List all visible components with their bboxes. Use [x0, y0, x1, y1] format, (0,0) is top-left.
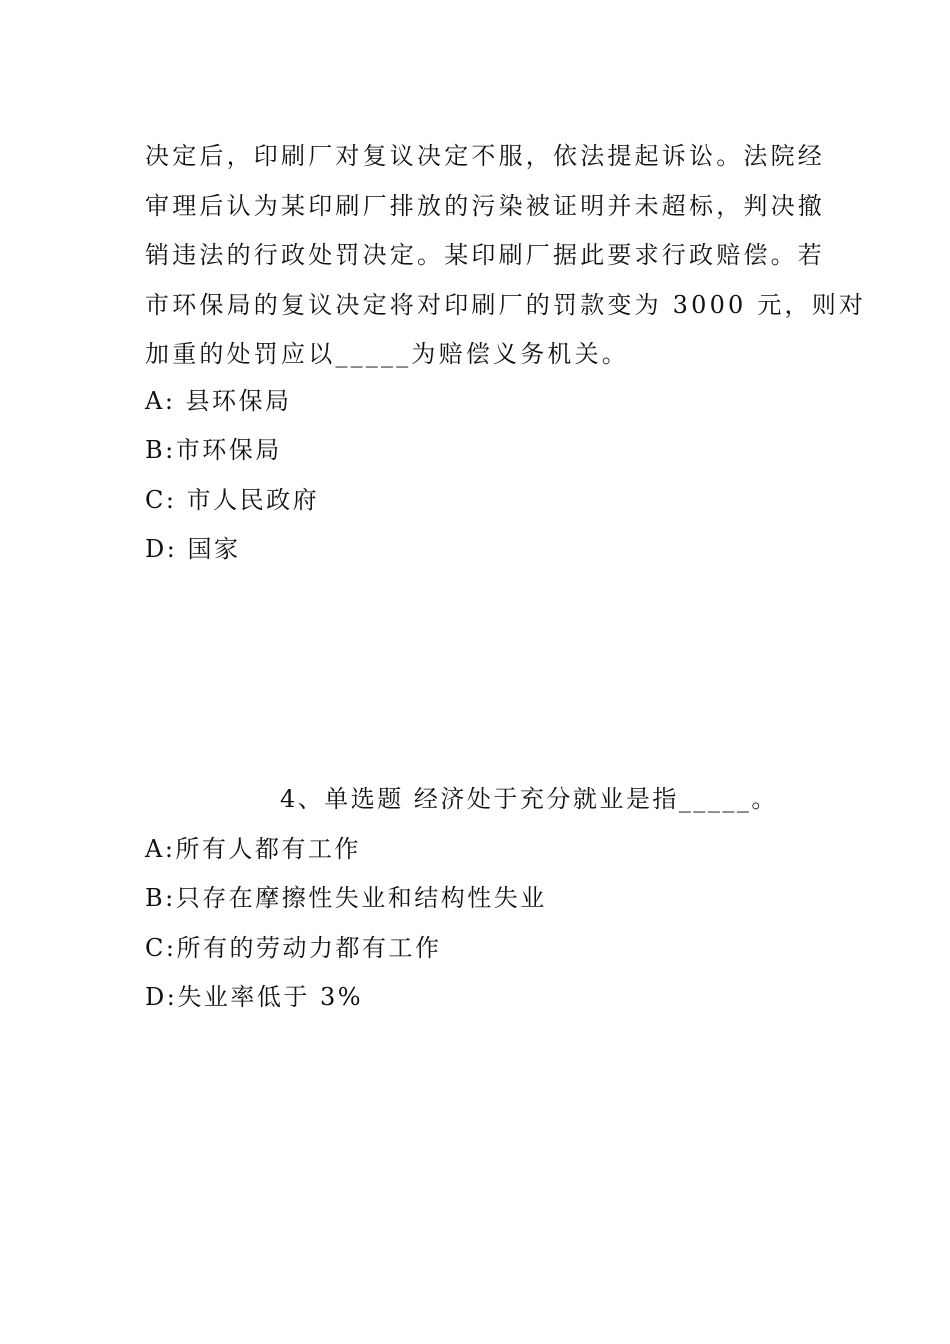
question-4-option-b: B:只存在摩擦性失业和结构性失业	[145, 884, 547, 912]
stem-line: 加重的处罚应以_____为赔偿义务机关。	[145, 340, 629, 369]
question-3-option-b: B:市环保局	[145, 436, 282, 464]
question-3-option-a: A: 县环保局	[145, 387, 292, 415]
question-3-option-c: C: 市人民政府	[145, 486, 320, 514]
question-4-option-c: C:所有的劳动力都有工作	[145, 934, 442, 962]
stem-line: 审理后认为某印刷厂排放的污染被证明并未超标，判决撤	[145, 191, 825, 220]
question-3-option-d: D: 国家	[145, 535, 241, 563]
question-3-stem	[145, 132, 867, 380]
question-4-option-d: D:失业率低于 3%	[145, 983, 364, 1011]
question-4-option-a: A:所有人都有工作	[145, 835, 361, 863]
stem-line: 决定后，印刷厂对复议决定不服，依法提起诉讼。法院经	[145, 142, 825, 170]
stem-line: 市环保局的复议决定将对印刷厂的罚款变为 3000 元，则对	[145, 290, 867, 319]
stem-line: 销违法的行政处罚决定。某印刷厂据此要求行政赔偿。若	[145, 241, 825, 270]
question-4-title: 4、单选题 经济处于充分就业是指_____。	[280, 785, 778, 813]
